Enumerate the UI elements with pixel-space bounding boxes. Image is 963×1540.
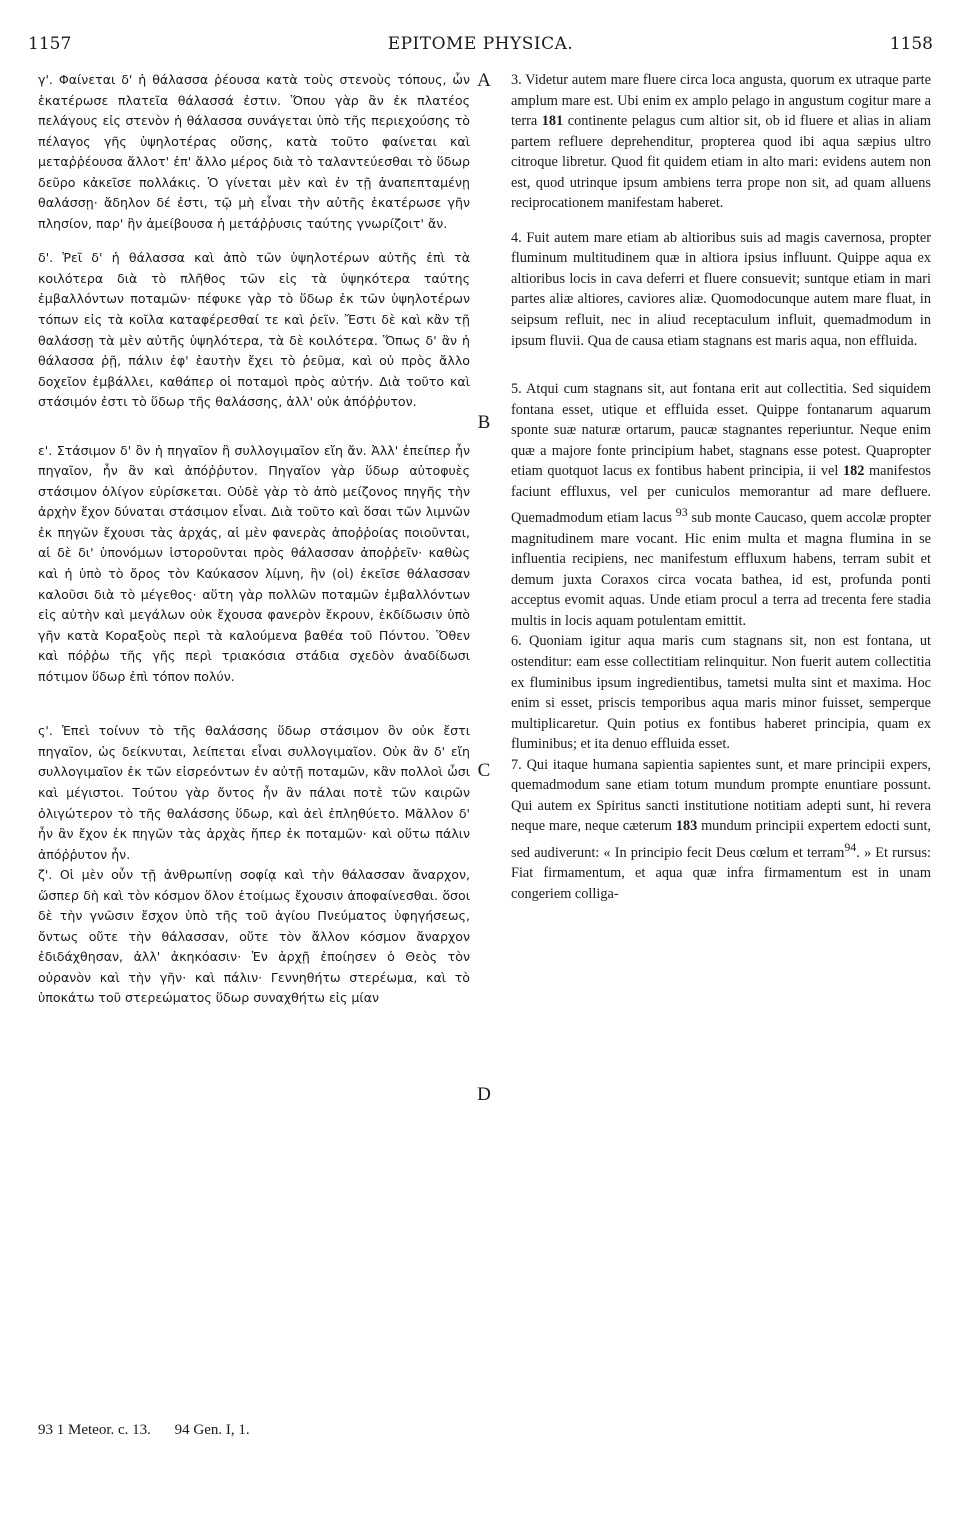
greek-paragraph-7: ζ'. Οἱ μὲν οὖν τῇ ἀνθρωπίνῃ σοφίᾳ καὶ τὴν θάλασσαν ἄναρχον, ὥσπερ δὴ καὶ τὸν κόσμον ὅλον ἑτοίμως ἔχουσιν ἀποφαίνεσθαι. ὅσοι δὲ τὴν γνῶσιν ἔσχον ὑπὸ τῆς τοῦ ἁγίου Πνεύματος ὑφηγήσεως, ὄντως οὔτε τὴν θάλασσαν, οὔτε τὸν ἄλλον κόσμον ἄναρχον ἐδιδάχθησαν, ἀλλ' ἀκηκόασιν· Ἐν ἀρχῇ ἐποίησεν ὁ Θεὸς τὸν οὐρανὸν καὶ τὴν γῆν· καὶ πάλιν· Γεννηθήτω στερέωμα, καὶ τὸ ὑποκάτω τοῦ στερεώματος ὕδωρ συναχθήτω εἰς μίαν xyxy=(38,867,470,1006)
latin-p7-text-end: . » Et rursus: Fiat firmamentum, et aqua quæ infra firmamentum est in unam congeriem colliga- xyxy=(511,844,931,902)
section-marker-b: B xyxy=(477,412,491,433)
column-number-181: 181 xyxy=(541,113,564,130)
greek-paragraph-5: ε'. Στάσιμον δ' ὂν ἡ πηγαῖον ἢ συλλογιμαῖον εἴη ἄν. Ἀλλ' ἐπείπερ ἦν πηγαῖον, ἦν ἂν καὶ ἀπόῤῥυτον. Πηγαῖον γὰρ ὕδωρ αὐτοφυὲς στάσιμον ὀλίγον εὑρίσκεται. Οὐδὲ γὰρ τὸ ἀπὸ μείζονος πηγῆς τὴν ἀρχὴν ἔχον δύναται στάσιμον εἶναι. Διὰ τοῦτο καὶ ὅσαι τῶν λιμνῶν ἐκ πηγῶν ἔχουσι τὰς ἀρχάς, αἱ μὲν φανερὰς ἀποῤῥοίας ποιοῦνται, αἱ δὲ δι' ὑπονόμων ἱστοροῦνται πρὸς θάλασσαν ἀποῤῥεῖν· καθὼς καὶ ἡ ὑπὸ τὸ ὄρος τὸν Καύκασον λίμνη, ἣν (οἱ) ἐκεῖσε θάλασσαν καλοῦσι διὰ τὸ μέγεθος· αὕτη γὰρ πολλῶν ποταμῶν ἐμβαλλόντων εἰς αὐτὴν καὶ μεγάλων οὐκ ἔχουσα φανερὸν ἔκρουν, ἐκδίδωσιν ὑπὸ γῆν κατὰ Κοραξοὺς περὶ τὰ καλούμενα βαθέα τοῦ Πόντου. Ὅθεν καὶ πόῤῥω τῆς γῆς περὶ τριακόσια στάδια σχεδὸν ἀναδίδωσι πότιμον ὕδωρ ἐπὶ τόπον πολύν. xyxy=(38,442,470,684)
greek-paragraph-4: δ'. Ῥεῖ δ' ἡ θάλασσα καὶ ἀπὸ τῶν ὑψηλοτέρων αὐτῆς ἐπὶ τὰ κοιλότερα διὰ τὸ πλῆθος τῶν εἰς τὰ ὑψηκότερα ταύτης ἐμβαλλόντων ποταμῶν· πέφυκε γὰρ τὸ ὕδωρ ἐκ τῶν ὑψηλοτέρων τόπων εἰς τὰ κοῖλα καταφέρεσθαί τε καὶ ῥεῖν. Ἔστι δὲ καὶ κἂν τῇ θαλάσσῃ τὰ μὲν αὐτῆς ὑψηλότερα, τὰ δὲ κοιλότερα. Ὅπως δ' ἂν ἡ θάλασσα ῥῇ, πάλιν ἐφ' ἑαυτὴν ἔχει τὸ ῥεῦμα, καὶ οὐ πρὸς ἄλλο δοχεῖον ἐμβάλλει, καθάπερ οἱ ποταμοὶ πρὸς αὐτήν. Διὰ τοῦτο καὶ στάσιμόν ἐστι τὸ ὕδωρ τῆς θαλάσσης, ἀλλ' οὐκ ἀπόῤῥυτον. xyxy=(38,250,470,410)
running-title: EPITOME PHYSICA. xyxy=(387,34,574,54)
footnote-94: 94 Gen. I, 1. xyxy=(174,1422,250,1438)
latin-p7-text: 7. Qui itaque humana sapientia sapientes sunt, et mare principii expers, quemadmodum sane etiam totum mundum prompte enuntiare possunt. Qui autem ex Spiritus sancti institutione notitiam adepti sunt, hi revera neque mare, neque cæterum xyxy=(511,756,931,835)
latin-column xyxy=(511,70,931,904)
column-number-182: 182 xyxy=(842,463,865,480)
latin-p3-text-cont: continente pelagus cum altior sit, ob id fluere et alias in aliam partem refluere deprehenditur, propterea quod ibi aqua sæpius ultro citroque libretur. Quod fit quidem etiam in alto mari: evidens autem non est, quod utrinque ipsum ambiens terra prope non sit, ad quam alluens reciprocationem manifestam haberet. xyxy=(511,113,931,212)
column-number-183: 183 xyxy=(675,818,698,835)
latin-p5-text-end: sub monte Caucaso, quem accolæ propter magnitudinem mare vocant. Hic enim multa et magna flumina in se influentia recipiens, nec manifestum effluxum habens, terram subit et demum juxta Coraxos circa vocata bathea, id est, profunda ponti acceptus evomit aquas. Unde etiam procul a terra ad trecenta fere stadia multis in locis aquam potulentam emittit. xyxy=(511,510,932,629)
page-number-left: 1157 xyxy=(28,34,72,54)
greek-column xyxy=(38,70,470,1009)
latin-p7-text-cont: mundum principii expertem edocti sunt, sed audiverunt: « In principio fecit Deus cœlum et terram xyxy=(511,818,932,861)
footnotes xyxy=(38,1422,270,1439)
footnote-93: 93 1 Meteor. c. 13. xyxy=(38,1422,151,1438)
latin-p3-text: 3. Videtur autem mare fluere circa loca angusta, quorum ex utraque parte amplum mare est. Ubi enim ex amplo pelago in angustum cogitur mare a terra xyxy=(511,72,931,130)
latin-paragraph-3 xyxy=(511,70,931,214)
greek-paragraph-3: γ'. Φαίνεται δ' ἡ θάλασσα ῥέουσα κατὰ τοὺς στενοὺς τόπους, ὧν ἑκατέρωσε πλατεῖα θάλασσά ἐστιν. Ὅπου γὰρ ἂν ἐκ πλατέος πελάγους εἰς στενὸν ἡ θάλασσα συνάγεται ὑπὸ τῆς περιεχούσης τὸ πέλαγος γῆς ὑψηλοτέρας οὔσης, κατὰ τοῦτο φαίνεται καὶ μεταῤῥέουσα ἄλλοτ' ἐπ' ἄλλο μέρος διὰ τὸ ταλαντεύεσθαι τὸ ὕδωρ δεῦρο κἀκεῖσε πολλάκις. Ὁ γίνεται μὲν καὶ ἐν τῇ ἀναπεπταμένῃ θαλάσσῃ· ἄδηλον δέ ἐστι, τῷ μὴ εἶναι τὴν αὐτῆς ἑκατέρωσε γῆν πλησίον, παρ' ἣν ἀμείβουσα ἡ μετάῤῥυσις ταύτης γνωρίζοιτ' ἄν. xyxy=(38,72,470,231)
latin-paragraph-4: 4. Fuit autem mare etiam ab altioribus suis ad magis cavernosa, propter fluminum multitudinem quæ in altiora ipsius influunt. Quippe aqua ex altioribus locis in cava deferri et fluere consuevit; suntque etiam in mari partes aliæ altiores, caviores aliæ. Quomodocunque autem mare fluat, in seipsum refluit, nec in aliud receptaculum influit, quemadmodum in ipsum fluvii. Qua de causa etiam stagnans est maris aqua, non effluida. xyxy=(511,229,931,349)
page-header xyxy=(28,34,933,58)
latin-paragraph-6: 6. Quoniam igitur aqua maris cum stagnans sit, non est fontana, ut ostenditur: eam esse collectitiam relinquitur. Non fuerit autem collectitia ex fluminibus ipsum ingredientibus, tametsi multa sint et maxima. Hoc enim si esset, priscis temporibus aqua maris minor fuisset, semperque multiplicaretur. Quin potius ex fontibus haberet principia, quam ex fluminibus; et ita denuo effluida esset. xyxy=(511,633,931,753)
section-marker-a: A xyxy=(477,70,491,91)
latin-paragraph-5 xyxy=(511,379,931,631)
footnote-ref-94: 94 xyxy=(844,839,857,854)
latin-p5-text: 5. Atqui cum stagnans sit, aut fontana erit aut collectitia. Sed siquidem fontana esset, utique et effluida esset. Quippe fontanarum aquarum sponte suæ naturæ ortarum, paucæ stagnantes reperiuntur. Neque enim quæ a majore fonte principium habet, stagnans esse potest. Quapropter etiam quotquot lacus ex fontibus habent principia, ii vel xyxy=(511,381,931,480)
page-number-right: 1158 xyxy=(889,34,933,54)
section-marker-c: C xyxy=(477,760,491,781)
latin-p5-text-cont: manifestos faciunt effluxus, vel per cuniculos memorantur ad mare defluere. Quemadmodum etiam lacus xyxy=(511,463,931,527)
section-marker-d: D xyxy=(477,1084,491,1105)
greek-paragraph-6: ς'. Ἐπεὶ τοίνυν τὸ τῆς θαλάσσης ὕδωρ στάσιμον ὂν οὐκ ἔστι πηγαῖον, ὡς δείκνυται, λείπεται εἶναι συλλογιμαῖον. Οὐκ ἂν δ' εἴη συλλογιμαῖον ἐκ τῶν εἰσρεόντων ἐν αὐτῇ ποταμῶν, κἂν πολλοὶ ὦσι καὶ μέγιστοι. Τούτου γὰρ ὄντος ἦν ἂν πάλαι ποτὲ τῶν καιρῶν ὀλιγώτερον τὸ τῆς θαλάσσης ὕδωρ, καὶ ἀεὶ ἐπληθύετο. Μᾶλλον δ' ἦν ἂν ἔχον ἐκ πηγῶν τὰς ἀρχὰς ἤπερ ἐκ ποταμῶν· καὶ οὕτω πάλιν ἀπόῤῥυτον ἦν. xyxy=(38,723,470,862)
latin-paragraph-7 xyxy=(511,755,931,905)
footnote-ref-93: 93 xyxy=(675,505,688,520)
